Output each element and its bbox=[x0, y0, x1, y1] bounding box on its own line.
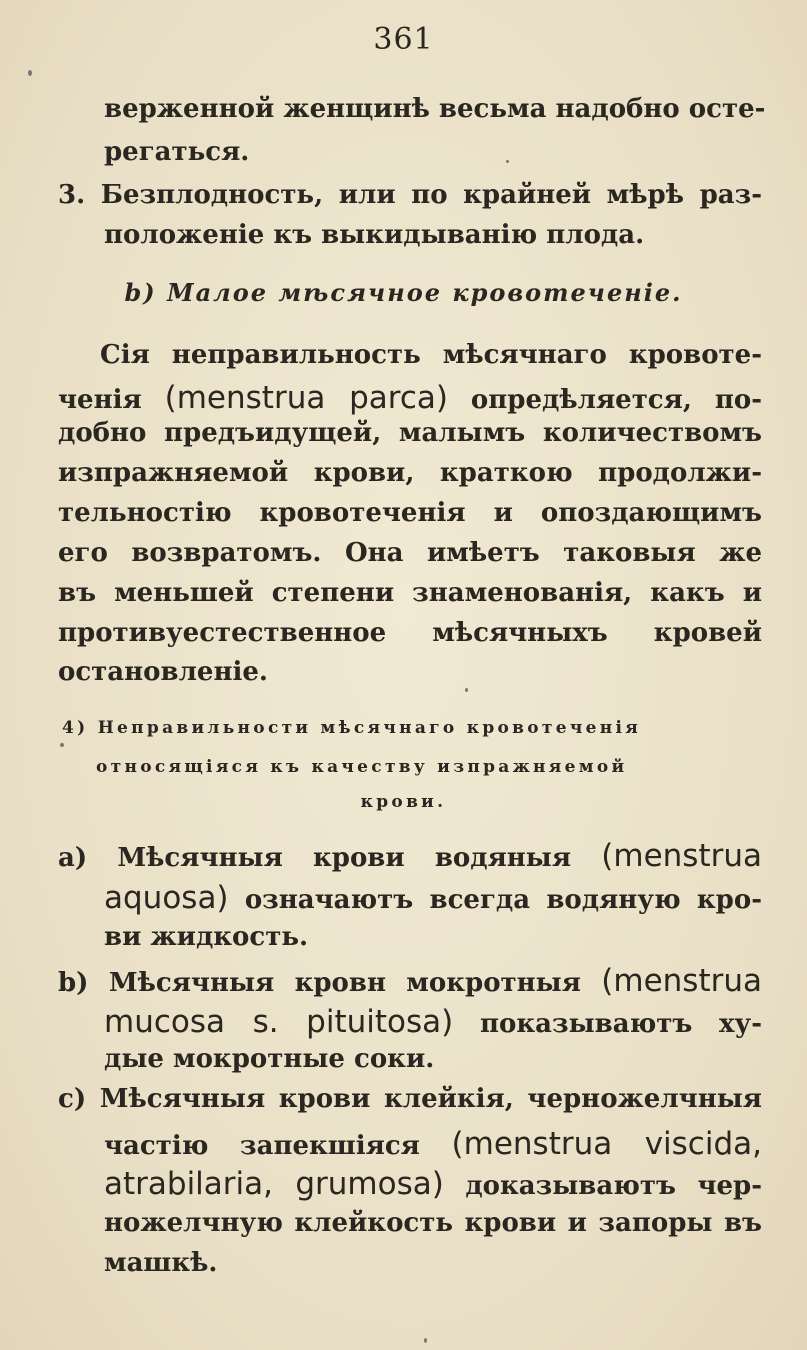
text-line: ви жидкость. bbox=[104, 922, 309, 952]
list-item-b: b) Мѣсячныя кровн мокротныя (menstrua bbox=[58, 963, 762, 999]
print-speck bbox=[465, 688, 468, 692]
text-line: ченія (menstrua parca) опредѣляется, по- bbox=[58, 380, 762, 416]
text-line: положеніе къ выкидыванію плода. bbox=[104, 220, 645, 250]
section-heading: относящіяся къ качеству изпражняемой bbox=[96, 757, 628, 777]
section-heading: b) Малое мѣсячное кровотеченіе. bbox=[124, 278, 683, 307]
print-speck bbox=[60, 743, 64, 747]
text-line: его возвратомъ. Она имѣетъ таковыя же bbox=[58, 538, 762, 568]
text-line: остановленіе. bbox=[58, 657, 268, 687]
print-speck bbox=[424, 1338, 427, 1343]
latin-term: (menstrua bbox=[601, 838, 762, 874]
text-line: частію запекшіяся (menstrua viscida, bbox=[104, 1126, 762, 1162]
list-item-c: c) Мѣсячныя крови клейкія, черножелчныя bbox=[58, 1084, 762, 1114]
latin-term: atrabilaria, grumosa) bbox=[104, 1166, 444, 1202]
latin-term: (menstrua bbox=[601, 963, 762, 999]
text-line: ножелчную клейкость крови и запоры въ bbox=[104, 1208, 762, 1238]
text-line: aquosa) означаютъ всегда водяную кро- bbox=[104, 880, 762, 916]
latin-term: (menstrua parca) bbox=[164, 380, 448, 416]
print-speck bbox=[506, 160, 509, 163]
print-speck bbox=[28, 70, 32, 76]
latin-term: (menstrua viscida, bbox=[451, 1126, 762, 1162]
text-line: mucosa s. pituitosa) показываютъ ху- bbox=[104, 1004, 762, 1040]
text-line: тельностію кровотеченія и опоздающимъ bbox=[58, 498, 762, 528]
latin-term: mucosa s. pituitosa) bbox=[104, 1004, 454, 1040]
text-line: atrabilaria, grumosa) доказываютъ чер- bbox=[104, 1166, 762, 1202]
text-line: Сія неправильность мѣсячнаго кровоте- bbox=[100, 340, 762, 370]
text-line: дые мокротные соки. bbox=[104, 1044, 435, 1074]
page-number: 361 bbox=[373, 22, 434, 57]
text-line: машкѣ. bbox=[104, 1248, 218, 1278]
text-line: верженной женщинѣ весьма надобно осте- bbox=[104, 94, 766, 124]
text-line: въ меньшей степени знаменованія, какъ и bbox=[58, 578, 762, 608]
latin-term: aquosa) bbox=[104, 880, 229, 916]
list-item-a: a) Мѣсячныя крови водяныя (menstrua bbox=[58, 838, 762, 874]
text-line: изпражняемой крови, краткою продолжи- bbox=[58, 458, 762, 488]
section-heading: крови. bbox=[360, 792, 447, 812]
list-item-3: 3. Безплодность, или по крайней мѣрѣ раз- bbox=[58, 180, 762, 210]
text-line: регаться. bbox=[104, 137, 250, 167]
text-line: противуестественное мѣсячныхъ кровей bbox=[58, 618, 762, 648]
section-heading: 4) Неправильности мѣсячнаго кровотеченія bbox=[62, 718, 642, 738]
text-line: добно предъидущей, малымъ количествомъ bbox=[58, 418, 762, 448]
